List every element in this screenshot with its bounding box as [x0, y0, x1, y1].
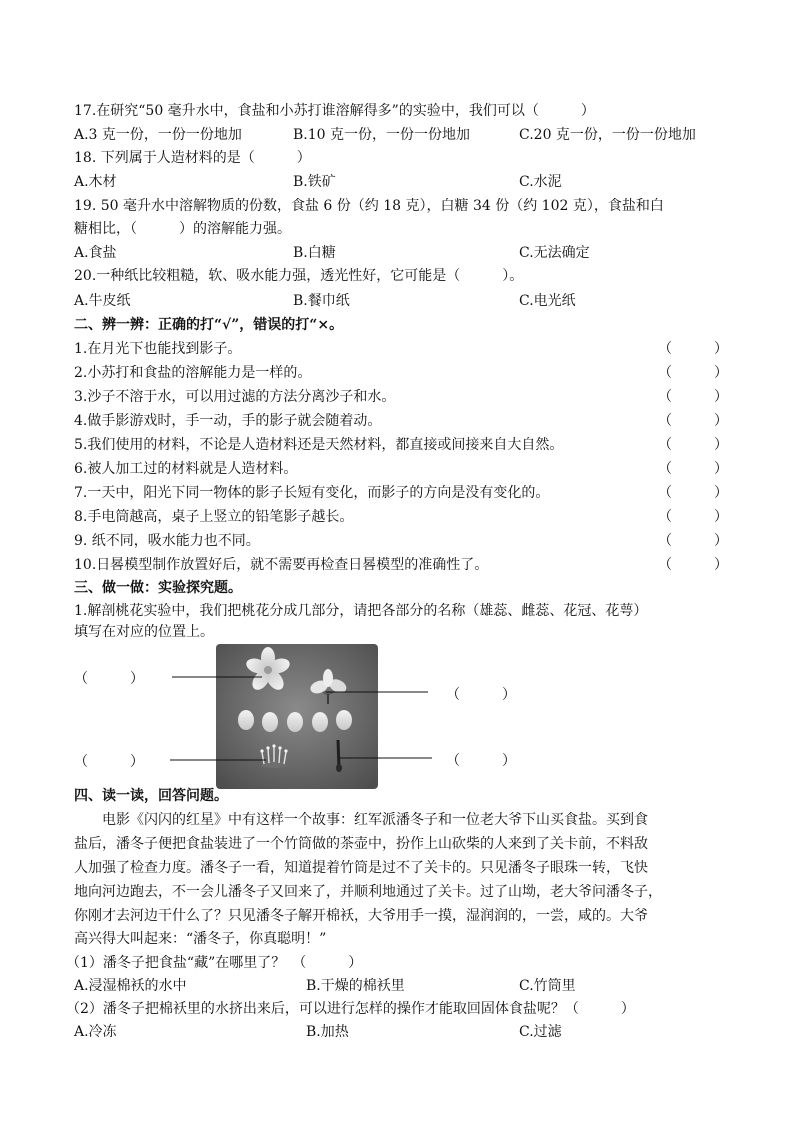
judge-answer-3[interactable]: （ [658, 389, 672, 405]
judge-item-1 [74, 339, 728, 359]
judge-answer-7-close: ） [714, 485, 728, 501]
judge-answer-5-close: ） [714, 437, 728, 453]
s4-q1-option-c[interactable]: C.竹筒里 [519, 978, 576, 994]
label-blank-top-right[interactable]: （ ） [446, 687, 516, 703]
q19-option-a[interactable]: A.食盐 [74, 245, 117, 261]
label-blank-bottom-left[interactable]: （ ） [74, 754, 144, 770]
peach-flower-photo [216, 644, 378, 789]
judge-text-9: 9. 纸不同，吸水能力也不同。 [74, 533, 260, 549]
section3-q1-line2: 填写在对应的位置上。 [74, 624, 214, 640]
judge-answer-4[interactable]: （ [658, 413, 672, 429]
q17-options [74, 125, 724, 145]
label-blank-top-left[interactable]: （ ） [74, 671, 144, 687]
judge-item-10 [74, 555, 728, 575]
judge-text-3: 3.沙子不溶于水，可以用过滤的方法分离沙子和水。 [74, 389, 396, 405]
passage-line-1: 电影《闪闪的红星》中有这样一个故事：红军派潘冬子和一位老大爷下山买食盐。买到食 [102, 812, 648, 828]
judge-item-4 [74, 411, 728, 431]
q18-option-a[interactable]: A.木材 [74, 174, 117, 190]
q19-option-c[interactable]: C.无法确定 [519, 245, 590, 261]
judge-text-10: 10.日晷模型制作放置好后，就不需要再检查日晷模型的准确性了。 [74, 557, 489, 573]
s4-q2-option-a[interactable]: A.冷冻 [74, 1024, 117, 1040]
judge-answer-1-close: ） [714, 341, 728, 357]
q19-text: 19. 50 毫升水中溶解物质的份数，食盐 6 份（约 18 克），白糖 34 份（约 102 克），食盐和白 [74, 198, 664, 214]
judge-answer-1[interactable]: （ [658, 341, 672, 357]
judge-answer-10-close: ） [714, 557, 728, 573]
judge-answer-4-close: ） [714, 413, 728, 429]
section3-q1-line1: 1.解剖桃花实验中，我们把桃花分成几部分，请把各部分的名称（雄蕊、雌蕊、花冠、花萼） [74, 603, 648, 619]
s4-q2-option-b[interactable]: B.加热 [306, 1024, 349, 1040]
q20-option-c[interactable]: C.电光纸 [519, 293, 576, 309]
q19-option-b[interactable]: B.白糖 [293, 245, 336, 261]
s4-q2-option-c[interactable]: C.过滤 [519, 1024, 562, 1040]
q17-option-c[interactable]: C.20 克一份，一份一份地加 [519, 127, 696, 143]
judge-item-7 [74, 483, 728, 503]
judge-text-2: 2.小苏打和食盐的溶解能力是一样的。 [74, 365, 312, 381]
judge-answer-2-close: ） [714, 365, 728, 381]
section4-title: 四、读一读，回答问题。 [74, 788, 228, 804]
judge-answer-6-close: ） [714, 461, 728, 477]
q18-option-b[interactable]: B.铁矿 [293, 174, 336, 190]
judge-text-5: 5.我们使用的材料，不论是人造材料还是天然材料，都直接或间接来自大自然。 [74, 437, 564, 453]
s4-q1-option-a[interactable]: A.浸湿棉袄的水中 [74, 978, 187, 994]
q20-option-a[interactable]: A.牛皮纸 [74, 293, 131, 309]
section2-title: 二、辨一辨：正确的打“√”，错误的打“×。 [74, 317, 344, 333]
section3-title: 三、做一做：实验探究题。 [74, 580, 242, 596]
q18-option-c[interactable]: C.水泥 [519, 174, 562, 190]
q18-text: 18. 下列属于人造材料的是（ ） [74, 150, 311, 166]
q20-option-b[interactable]: B.餐巾纸 [293, 293, 350, 309]
passage-line-6: 高兴得大叫起来：“潘冬子，你真聪明！” [74, 931, 327, 947]
judge-item-3 [74, 387, 728, 407]
judge-answer-9[interactable]: （ [658, 533, 672, 549]
judge-text-6: 6.被人加工过的材料就是人造材料。 [74, 461, 298, 477]
s4-q1-text: （1）潘冬子把食盐“藏”在哪里了？ （ ） [66, 955, 363, 971]
judge-answer-8-close: ） [714, 509, 728, 525]
passage-line-2: 盐后，潘冬子便把食盐装进了一个竹筒做的茶壶中，扮作上山砍柴的人来到了关卡前，不料敌 [74, 836, 648, 852]
passage-line-3: 人加强了检查力度。潘冬子一看，知道提着竹筒是过不了关卡的。只见潘冬子眼珠一转，飞快 [74, 860, 648, 876]
judge-item-5 [74, 435, 728, 455]
judge-answer-6[interactable]: （ [658, 461, 672, 477]
judge-answer-8[interactable]: （ [658, 509, 672, 525]
q17-option-a[interactable]: A.3 克一份，一份一份地加 [74, 127, 242, 143]
q20-options [74, 291, 724, 311]
judge-text-7: 7.一天中，阳光下同一物体的影子长短有变化，而影子的方向是没有变化的。 [74, 485, 550, 501]
label-blank-bottom-right[interactable]: （ ） [446, 753, 516, 769]
passage-line-4: 地向河边跑去，不一会儿潘冬子又回来了，并顺利地通过了关卡。过了山坳，老大爷问潘冬子， [74, 884, 662, 900]
judge-answer-10[interactable]: （ [658, 557, 672, 573]
q17-option-b[interactable]: B.10 克一份，一份一份地加 [293, 127, 471, 143]
q19-options [74, 243, 724, 263]
s4-q2-options [74, 1022, 724, 1042]
judge-item-8 [74, 507, 728, 527]
passage-line-5: 你刚才去河边干什么了？只见潘冬子解开棉袄，大爷用手一摸，湿润润的，一尝，咸的。大爷 [74, 908, 648, 924]
q20-text: 20.一种纸比较粗糙，软、吸水能力强，透光性好，它可能是（ ）。 [74, 268, 524, 284]
judge-text-4: 4.做手影游戏时，手一动，手的影子就会随着动。 [74, 413, 382, 429]
judge-answer-5[interactable]: （ [658, 437, 672, 453]
judge-answer-3-close: ） [714, 389, 728, 405]
s4-q2-text: （2）潘冬子把棉袄里的水挤出来后，可以进行怎样的操作才能取回固体食盐呢？（ ） [66, 1001, 635, 1017]
judge-text-1: 1.在月光下也能找到影子。 [74, 341, 242, 357]
judge-answer-9-close: ） [714, 533, 728, 549]
judge-text-8: 8.手电筒越高，桌子上竖立的铅笔影子越长。 [74, 509, 354, 525]
judge-item-6 [74, 459, 728, 479]
q17-text: 17.在研究“50 毫升水中，食盐和小苏打谁溶解得多”的实验中，我们可以（ ） [74, 103, 595, 119]
judge-answer-7[interactable]: （ [658, 485, 672, 501]
s4-q1-option-b[interactable]: B.干燥的棉袄里 [306, 978, 405, 994]
q18-options [74, 172, 724, 192]
s4-q1-options [74, 976, 724, 996]
judge-item-9 [74, 531, 728, 551]
q19-text-cont: 糖相比，（ ）的溶解能力强。 [74, 221, 291, 237]
judge-item-2 [74, 363, 728, 383]
judge-answer-2[interactable]: （ [658, 365, 672, 381]
